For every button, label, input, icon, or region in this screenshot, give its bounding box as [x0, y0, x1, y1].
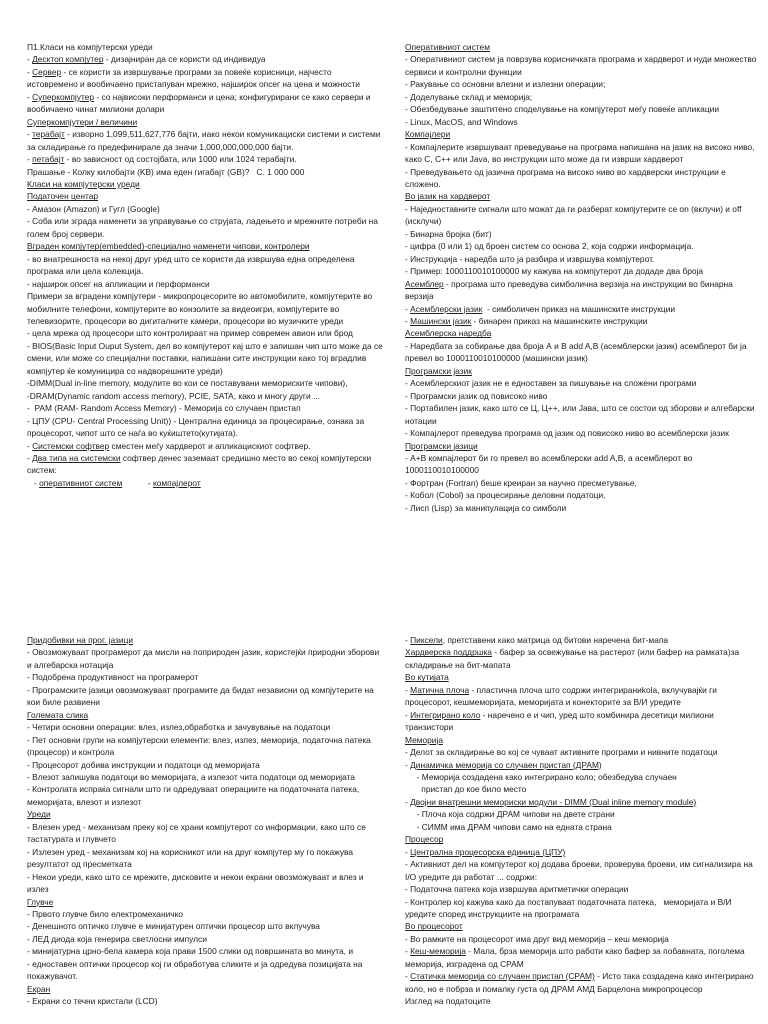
text-line [405, 808, 762, 820]
line-text: - Компајлерите извршуваат преведување на програма напишана на јазик на високо ниво, како С, С++ или Java, во инструкции што може да ги изврши хардверот [405, 141, 757, 165]
line-text: Примери за вградени компјутери - микропроцесорите во автомобилите, компјутерите во мобилните телефони, компјутерите во конзолите за видеоигри, компјутерите во телевизорите, процесори во дигиталните камери, процесори во музичките уреди [27, 291, 375, 326]
text-line [27, 340, 384, 377]
text-line [27, 634, 384, 646]
text-line [27, 983, 384, 995]
text-line [27, 783, 384, 808]
text-line [405, 253, 762, 265]
line-text: - [405, 709, 411, 720]
line-text: пристап до кое било место [405, 784, 527, 795]
text-line [405, 796, 762, 808]
text-line [27, 477, 384, 489]
line-text: - [405, 946, 411, 957]
text-line [405, 228, 762, 240]
underlined-term: Хардверска поддршка [405, 647, 492, 658]
text-line [27, 808, 384, 820]
text-line [27, 933, 384, 945]
line-text: - Пример: 1000110010100000 му кажува на компјутерот да додаде два броја [405, 266, 704, 277]
text-line [405, 671, 762, 683]
underlined-term: Асемблер [405, 278, 444, 289]
text-line [405, 116, 762, 128]
underlined-term: Асемблерски јазик [410, 303, 483, 314]
underlined-term: Системски софтвер [32, 440, 110, 451]
line-text: - Linux, MacOS, and Windows [405, 116, 518, 127]
text-line [405, 995, 762, 1007]
text-line [405, 265, 762, 277]
line-text: - Подобрена продуктивност на програмерот [27, 672, 199, 683]
text-line [405, 190, 762, 202]
text-line [405, 452, 762, 477]
text-line [405, 734, 762, 746]
text-line [405, 141, 762, 166]
text-line [405, 896, 762, 921]
underlined-term: Во јазик на хардверот [405, 191, 491, 202]
line-text: - Контролер кој кажува како да постапуваат податочната патека, меморијата и В/И уредите според инструкциите на програмата [405, 896, 734, 919]
line-text: - со највисоки перформанси и цена; конфигурирани се како сервери и вообичаено чинат милиони долари [27, 91, 373, 115]
line-text: - Доделување склад и меморија; [405, 91, 533, 102]
line-text: - А+В компајлерот би го превел во асемблерски add A,B, а асемблерот во 1000110010100000 [405, 452, 695, 476]
line-text: - [405, 971, 411, 982]
line-text: - [27, 66, 33, 77]
underlined-term: Статичка меморија со случаен пристап (СРАМ) [410, 971, 595, 982]
text-line [405, 933, 762, 945]
text-line [405, 340, 762, 365]
line-text: - [122, 477, 153, 488]
underlined-term: Сервер [32, 66, 62, 77]
line-text: - пластична плоча што содржи интегрираниkola, вклучувајќи ги процесорот, кешмеморијата, меморијата и конекторите за В/И уредите [405, 684, 720, 708]
line-text: софтвер денес заземаат средишно место во секој компјутерски систем: [27, 452, 374, 476]
text-line [27, 41, 384, 53]
text-line [27, 945, 384, 957]
text-line [405, 489, 762, 501]
line-text: - Денешното оптичко глувче е минијатурен оптички процесор што вклучува [27, 921, 320, 932]
text-line [27, 646, 384, 671]
text-line [27, 116, 384, 128]
line-text: - бинарен приказ на машинските инструкции [471, 315, 648, 326]
line-text: - најширок опсег на апликации и перформанси [27, 278, 210, 289]
text-line [27, 190, 384, 202]
underlined-term: Суперкомпјутер [32, 91, 95, 102]
underlined-term: Матична плоча [410, 684, 470, 695]
underlined-term: Уреди [27, 809, 51, 820]
text-line [27, 821, 384, 846]
line-text: -DIMM(Dual in-line memory, модулите во кои се поставувани мемориските чипови), [27, 378, 348, 389]
text-line [27, 908, 384, 920]
text-line [405, 440, 762, 452]
text-line [405, 303, 762, 315]
text-line [27, 377, 384, 389]
text-line [405, 883, 762, 895]
line-text: - Четири основни операции: влез, излез,обработка и зачувување на податоци [27, 722, 331, 733]
text-line [27, 290, 384, 327]
text-line [405, 91, 762, 103]
line-text: - Компајлерот преведува програма од јазик од повисоко ниво во асемблерски јазик [405, 428, 729, 439]
line-text: - [27, 440, 33, 451]
line-text: - Контролата испраќа сигнали што ги одредуваат операциите на податочната патека, меморијата, влезот и излезот [27, 784, 362, 807]
line-text: - цела мрежа од процесори што контролираат на пример современ авион или брод [27, 328, 353, 339]
text-line [405, 833, 762, 845]
line-text: - минијатурна црно-бела камера која прави 1500 слики од површината во минута, и [27, 946, 353, 957]
text-line [405, 203, 762, 228]
column-bottom-left [27, 634, 384, 1008]
text-line [405, 846, 762, 858]
text-line [27, 958, 384, 983]
text-line [27, 240, 384, 252]
line-text: - Процесорот добива инструкции и податоци од меморијата [27, 759, 260, 770]
line-text: Прашање - Колку килобајти (KB) има еден гигабајт (GB)? С. 1 000 000 [27, 166, 305, 177]
line-text: - [27, 452, 33, 463]
line-text: - Екрани со течни кристали (LCD) [27, 996, 158, 1007]
underlined-term: Големата слика [27, 709, 89, 720]
underlined-term: Вграден компјутер(embedded)-специјално наменети чипови, контролери [27, 241, 310, 252]
underlined-term: Програмски јазик [405, 365, 472, 376]
text-line [27, 128, 384, 153]
line-text: , претставени како матрица од битови наречена бит-мапа [442, 635, 669, 645]
line-text: - Кобол (Cobol) за процесирање деловни податоци, [405, 490, 606, 501]
line-text: - [405, 796, 411, 807]
line-text: - [405, 635, 411, 645]
text-line [405, 103, 762, 115]
line-text: - [27, 54, 33, 65]
text-line [405, 945, 762, 970]
text-line [27, 709, 384, 721]
line-text: - програма што преведува симболична верзија на инструкции во бинарна верзија [405, 278, 736, 302]
column-bottom-right [405, 634, 762, 1008]
line-text: - [405, 846, 411, 857]
line-text: -DRAM(Dynamic random access memory), PCIE, SATA, како и многу други ... [27, 390, 320, 401]
text-line [27, 846, 384, 871]
line-text: - Лисп (Lisp) за манипулација со симболи [405, 502, 567, 513]
line-text: - се користи за извршување програми за повеќе корисници, најчесто истовремено и вообичаено пристапуван мрежно, најширок опсег на цена и можности [27, 66, 360, 90]
line-text: - ЛЕД диода која генерира светлосни импулси [27, 933, 207, 944]
line-text: - BIOS(Basic Input Ouput System, дел во компјутерот кај што е запишан чип што може да се смени, или може со специјални поставки, напишани сите инструкции како тој вградлив компјутер ќе комуницира со надворешните уреди) [27, 340, 386, 376]
line-text: - дизајниран да се користи од индивидуа [103, 54, 266, 65]
line-text: - Првото глувче било електромеханичко [27, 908, 184, 919]
underlined-term: Класи на компјутерски уреди [27, 178, 140, 189]
line-text: - изворно 1,099,511,627,776 бајти, иако некои комуникациски системи и системи за складирање го предефинирале да значи 1,000,000,000,000 бајти. [27, 129, 383, 152]
underlined-term: Процесор [405, 834, 444, 845]
text-line [405, 821, 762, 833]
line-text: - [27, 129, 33, 140]
underlined-term: Два типа на системски [32, 452, 121, 463]
text-line [27, 178, 384, 190]
underlined-term: Интегрирано коло [410, 709, 481, 720]
underlined-term: компајлерот [152, 477, 201, 488]
underlined-term: Асемблерска наредба [405, 328, 492, 339]
text-line [405, 684, 762, 709]
line-text: - Ракување со основни влезни и излезни операции; [405, 79, 606, 90]
underlined-term: Во кутијата [405, 672, 449, 683]
line-text: - Во рамките на процесорот има друг вид меморија – кеш меморија [405, 933, 669, 944]
text-line [405, 41, 762, 53]
text-line [27, 278, 384, 290]
text-line [405, 759, 762, 771]
text-line [405, 502, 762, 514]
text-line [27, 53, 384, 65]
line-text: - цифра (0 или 1) од броен систем со основа 2, која содржи информација. [405, 241, 694, 252]
text-line [27, 896, 384, 908]
line-text: - Преведувањето од јазична програма на високо ниво во хардверски инструкции е сложено. [405, 166, 729, 189]
column-top-left [27, 41, 384, 489]
text-line [405, 771, 762, 783]
line-text: - Овозможуваат програмерот да мисли на поприроден јазик, користејќи природни зборови и алгебарска нотација [27, 647, 382, 670]
line-text: - Делот за складирање во кој се чуваат активните програми и нивните податоци [405, 747, 718, 758]
line-text: - бафер за освежување на растерот (или бафер на рамката)за складирање на бит-мапата [405, 647, 742, 670]
text-line [405, 240, 762, 252]
text-line [27, 215, 384, 240]
text-line [27, 721, 384, 733]
line-text: - Исто така создадена како интегрирано коло, но е побрза и помалку густа од ДРАМ АМД Барцелона микропроцесор [405, 971, 756, 994]
text-line [27, 452, 384, 477]
line-text: - Програмските јазици овозможуваат програмите да бидат независни од компјутерите на кои биле развиени [27, 684, 377, 708]
line-text: - Некои уреди, како што се мрежите, дисковите и некои екрани овозможуваат и влез и излез [27, 871, 366, 895]
line-text: - [27, 477, 40, 488]
text-line [405, 783, 762, 795]
text-line [27, 390, 384, 402]
text-line [405, 278, 762, 303]
line-text: - Меморија создадена како интегрирано коло; обезбедува случаен [405, 771, 677, 782]
line-text: - [405, 303, 411, 314]
text-line [405, 477, 762, 489]
text-line [405, 970, 762, 995]
underlined-term: Податочен центар [27, 191, 99, 202]
line-text: - Наједноставните сигнали што можат да ги разберат компјутерите се on (вклучи) и off (исклучи) [405, 203, 744, 227]
text-line [27, 153, 384, 165]
text-line [27, 440, 384, 452]
column-top-right [405, 41, 762, 514]
line-text: - [405, 315, 411, 326]
underlined-term: Суперкомпјутери / величини [27, 116, 138, 127]
text-line [27, 91, 384, 116]
text-line [405, 377, 762, 389]
line-text: - Асемблерскиот јазик не е едноставен за пишување на сложени програми [405, 378, 697, 389]
line-text: - Податочна патека која извршува аритметички операции [405, 884, 629, 895]
text-line [405, 920, 762, 932]
text-line [27, 771, 384, 783]
line-text: - во зависност од состојбата, или 1000 или 1024 терабајти. [64, 154, 297, 165]
text-line [27, 253, 384, 278]
text-line [27, 734, 384, 759]
underlined-term: Меморија [405, 734, 443, 745]
line-text: - Пет основни групи на компјутерски елементи: влез, излез, меморија, податочна патека (процесор) и контрола [27, 734, 374, 758]
text-line [405, 402, 762, 427]
underlined-term: Оперативниот систем [405, 42, 490, 52]
line-text: - Инструкција - наредба што ја разбира и извршува компјутерот. [405, 253, 655, 264]
line-text: - едноставен оптички процесор кој ги обработува сликите и ја одредува позицијата на покажувачот. [27, 958, 365, 982]
underlined-term: Екран [27, 983, 51, 994]
line-text: - Бинарна бројка (бит) [405, 228, 492, 239]
text-line [405, 709, 762, 734]
line-text: - Плоча која содржи ДРАМ чипови на двете страни [405, 809, 615, 820]
line-text: - Обезбедување заштитено споделување на компјутерот меѓу повеќе апликации [405, 104, 719, 115]
text-line [27, 327, 384, 339]
line-text: П1.Класи на компјутерски уреди [27, 42, 153, 52]
line-text: - Портабилен јазик, како што се Ц, Ц++, или Јава, што се состои од зборови и алгебарски нотации [405, 403, 757, 426]
line-text: - Наредбата за собирање два броја А и В add A,B (асемблерски јазик) асемблерот би ја превел во 1000110010100000 (машински јазик) [405, 340, 749, 364]
underlined-term: Програмски јазици [405, 440, 478, 451]
line-text: - PAM (RAM- Random Access Memory) - Меморија со случаен пристап [27, 403, 301, 414]
underlined-term: Во процесорот [405, 921, 463, 932]
text-line [405, 365, 762, 377]
line-text: - во внатрешноста на некој друг уред што се користи да извршува една определена програма или цела колекција. [27, 253, 357, 277]
text-line [405, 858, 762, 883]
text-line [405, 166, 762, 191]
underlined-term: Десктоп компјутер [32, 54, 104, 65]
text-line [27, 415, 384, 440]
line-text: - Соба или зграда наменети за управување со струјата, ладењето и мрежните потреби на голем број сервери. [27, 216, 381, 239]
text-line [27, 995, 384, 1007]
text-line [27, 671, 384, 683]
text-line [27, 66, 384, 91]
underlined-term: Машински јазик [410, 315, 472, 326]
underlined-term: Динамичка меморија со случаен пристап (ДРАМ) [410, 759, 602, 770]
line-text: - [27, 154, 33, 165]
line-text: - Влезот запишува податоци во меморијата, а излезот чита податоци од меморијата [27, 771, 355, 782]
text-line [405, 427, 762, 439]
text-line [405, 390, 762, 402]
text-line [405, 53, 762, 78]
underlined-term: Двојни внатрешни мемориски модули - DIMM (Dual inline memory module) [410, 796, 697, 807]
line-text: - Програмски јазик од повисоко ниво [405, 390, 548, 401]
text-line [405, 746, 762, 758]
text-line [27, 684, 384, 709]
text-line [405, 315, 762, 327]
line-text: - Оперативниот систем ја поврзува корисничката програма и хардверот и нуди множество сервиси и контролни функции [405, 54, 759, 77]
line-text: - Излезен уред - механизам кој на корисникот или на друг компјутер му го покажува резултатот од пресметката [27, 846, 356, 870]
line-text: - Фортран (Fortran) беше креиран за научно пресметување, [405, 477, 637, 488]
line-text: - ЦПУ (CPU- Central Processing Unit)) - Централна единица за процесирање, ознака за процесорот, чипот што се наѓа во куќиштето(кутијата). [27, 415, 367, 439]
underlined-term: Централна процесорска единица (ЦПУ) [410, 846, 566, 857]
line-text: сместен меѓу хардверот и апликацискиот софтвер. [109, 440, 311, 451]
line-text: - [405, 684, 411, 695]
underlined-term: Придобивки на прог. јазици [27, 635, 134, 645]
line-text: - Мала, брза меморија што работи како бафер за побавната, поголема меморија, изградена од СРАМ [405, 946, 748, 969]
text-line [405, 634, 762, 646]
line-text: - [27, 91, 33, 102]
line-text: - [405, 759, 411, 770]
line-text: - Активниот дел на компјутерот кој додава броеви, проверува броеви, им сигнализира на I/O уредите да работат ... содржи: [405, 859, 756, 882]
text-line [405, 128, 762, 140]
text-line [405, 78, 762, 90]
text-line [27, 166, 384, 178]
underlined-term: Глувче [27, 896, 54, 907]
line-text: Изглед на податоците [405, 996, 491, 1007]
underlined-term: Компајлери [405, 129, 451, 140]
underlined-term: терабајт [32, 129, 65, 140]
underlined-term: Пиксели [410, 635, 443, 645]
underlined-term: оперативниот систем [39, 477, 123, 488]
line-text: - симболичен приказ на машинските инструкции [482, 303, 676, 314]
text-line [27, 920, 384, 932]
line-text: - наречено е и чип, уред што комбинира десетици милиони транзистори [405, 709, 717, 733]
text-line [27, 871, 384, 896]
text-line [405, 646, 762, 671]
underlined-term: петабајт [32, 154, 65, 165]
line-text: - СИММ има ДРАМ чипови само на едната страна [405, 821, 612, 832]
text-line [27, 759, 384, 771]
line-text: - Влезен уред - механизам преку кој се храни компјутерот со информации, како што се тастатурата и глувчето [27, 821, 369, 845]
text-line [405, 327, 762, 339]
line-text: - Амазон (Amazon) и Гугл (Google) [27, 203, 160, 214]
text-line [27, 402, 384, 414]
underlined-term: Кеш-меморија [410, 946, 466, 957]
text-line [27, 203, 384, 215]
